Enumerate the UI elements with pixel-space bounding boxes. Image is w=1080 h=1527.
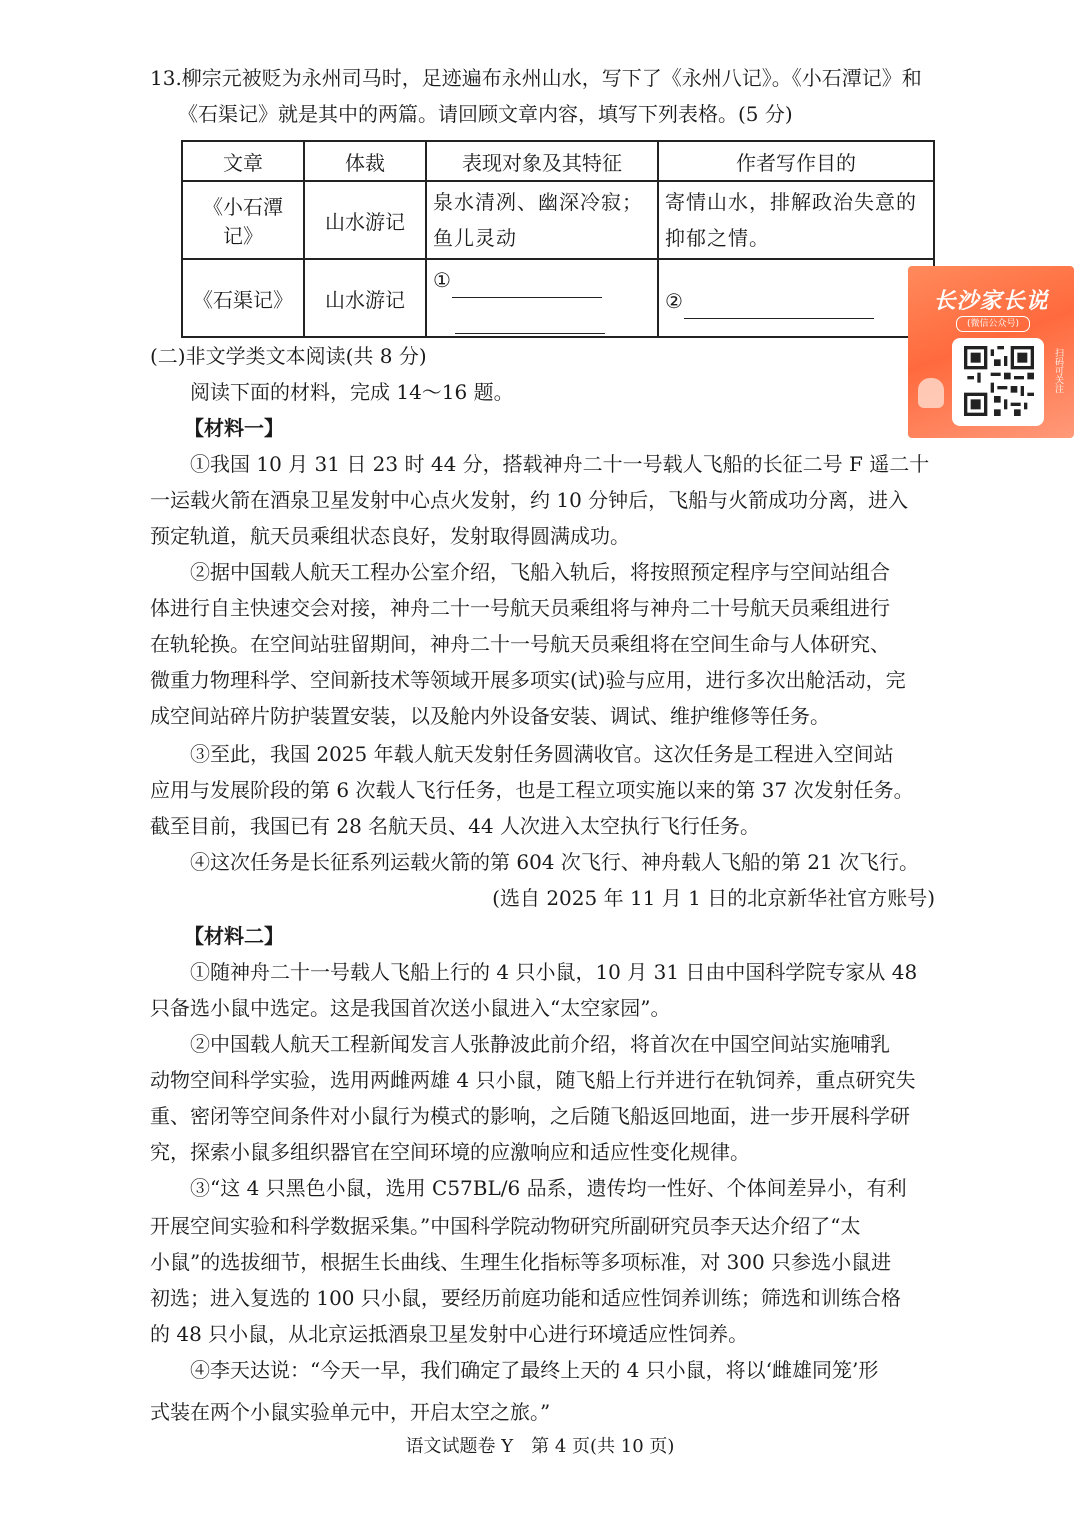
cell-answer-2[interactable] — [658, 259, 934, 337]
paragraph-line: 的 48 只小鼠，从北京运抵酒泉卫星发射中心进行环境适应性饲养。 — [150, 1322, 749, 1346]
page-footer: 语文试题卷 Y 第 4 页(共 10 页) — [405, 1436, 675, 1457]
paragraph-line: ①随神舟二十一号载人飞船上行的 4 只小鼠，10 月 31 日由中国科学院专家从 48 — [190, 960, 918, 984]
section-instruction: 阅读下面的材料，完成 14～16 题。 — [190, 380, 514, 404]
section-title: (二)非文学类文本阅读(共 8 分) — [150, 344, 427, 368]
cell-genre: 山水游记 — [304, 181, 426, 259]
paragraph-line: 究，探索小鼠多组织器官在空间环境的应激响应和适应性变化规律。 — [150, 1140, 750, 1164]
table-header-row — [182, 141, 934, 181]
paragraph-line: 动物空间科学实验，选用两雌两雄 4 只小鼠，随飞船上行并进行在轨饲养，重点研究失 — [150, 1068, 916, 1092]
header-article: 文章 — [182, 141, 304, 181]
q13-line1: 13.柳宗元被贬为永州司马时，足迹遍布永州山水，写下了《永州八记》。《小石潭记》和 — [150, 66, 922, 90]
blank-marker-1: ① — [433, 268, 452, 292]
paragraph-line: ④李天达说：“今天一早，我们确定了最终上天的 4 只小鼠，将以‘雌雄同笼’形 — [190, 1358, 879, 1382]
cell-genre: 山水游记 — [304, 259, 426, 337]
blank-marker-2: ② — [665, 289, 684, 313]
paragraph-line: 重、密闭等空间条件对小鼠行为模式的影响，之后随飞船返回地面，进一步开展科学研 — [150, 1104, 910, 1128]
q13-line2: 《石渠记》就是其中的两篇。请回顾文章内容，填写下列表格。(5 分) — [178, 102, 793, 126]
hand-icon — [918, 378, 944, 408]
paragraph-line: 在轨轮换。在空间站驻留期间，神舟二十一号航天员乘组将在空间生命与人体研究、 — [150, 632, 890, 656]
paragraph-line: 预定轨道，航天员乘组状态良好，发射取得圆满成功。 — [150, 524, 630, 548]
paragraph-line: ③至此，我国 2025 年载人航天发射任务圆满收官。这次任务是工程进入空间站 — [190, 742, 894, 766]
header-genre: 体裁 — [304, 141, 426, 181]
purpose-line1: 寄情山水，排解政治失意的 — [665, 190, 917, 214]
paragraph-line: 截至目前，我国已有 28 名航天员、44 人次进入太空执行飞行任务。 — [150, 814, 760, 838]
paragraph-line: 初选；进入复选的 100 只小鼠，要经历前庭功能和适应性饲养训练；筛选和训练合格 — [150, 1286, 901, 1310]
paragraph-line: 成空间站碎片防护装置安装，以及舱内外设备安装、调试、维护维修等任务。 — [150, 704, 830, 728]
table-row — [182, 259, 934, 337]
ad-title: 长沙家长说 — [933, 289, 1049, 314]
paragraph-line: 式装在两个小鼠实验单元中，开启太空之旅。” — [150, 1400, 551, 1424]
paragraph-line: 开展空间实验和科学数据采集。”中国科学院动物研究所副研究员李天达介绍了“太 — [150, 1214, 861, 1238]
features-line2: 鱼儿灵动 — [433, 226, 517, 250]
paragraph-line: 小鼠”的选拔细节，根据生长曲线、生理生化指标等多项标准，对 300 只参选小鼠进 — [150, 1250, 892, 1274]
material1-source: (选自 2025 年 11 月 1 日的北京新华社官方账号) — [492, 886, 935, 910]
table-row — [182, 181, 934, 259]
paragraph-line: ②中国载人航天工程新闻发言人张静波此前介绍，将首次在中国空间站实施哺乳 — [190, 1032, 890, 1056]
ad-side-text: 扫码可关注 — [1053, 348, 1063, 393]
paragraph-line: 只备选小鼠中选定。这是我国首次送小鼠进入“太空家园”。 — [150, 996, 671, 1020]
paragraph-line: ④这次任务是长征系列运载火箭的第 604 次飞行、神舟载人飞船的第 21 次飞行。 — [190, 850, 920, 874]
qr-code-icon[interactable] — [964, 346, 1034, 416]
paragraph-line: 微重力物理科学、空间新技术等领域开展多项实(试)验与应用，进行多次出舱活动，完 — [150, 668, 906, 692]
answer-blank-line[interactable] — [452, 275, 602, 298]
header-purpose: 作者写作目的 — [658, 141, 934, 181]
cell-purpose — [658, 181, 934, 259]
answer-blank-line[interactable] — [684, 296, 874, 319]
paragraph-line: 应用与发展阶段的第 6 次载人飞行任务，也是工程立项实施以来的第 37 次发射任务。 — [150, 778, 914, 802]
paragraph-line: 一运载火箭在酒泉卫星发射中心点火发射，约 10 分钟后，飞船与火箭成功分离，进入 — [150, 488, 909, 512]
purpose-line2: 抑郁之情。 — [665, 226, 770, 250]
wechat-qr-ad[interactable] — [908, 266, 1074, 438]
paragraph-line: ②据中国载人航天工程办公室介绍，飞船入轨后，将按照预定程序与空间站组合 — [190, 560, 890, 584]
answer-blank-line[interactable] — [455, 311, 605, 334]
material1-heading: 【材料一】 — [184, 416, 284, 440]
cell-answer-1[interactable] — [426, 259, 658, 337]
cell-features — [426, 181, 658, 259]
paragraph-line: ③“这 4 只黑色小鼠，选用 C57BL/6 品系，遗传均一性好、个体间差异小，有利 — [190, 1176, 907, 1200]
ad-subtitle: (微信公众号) — [956, 316, 1030, 332]
cell-article: 《石渠记》 — [182, 259, 304, 337]
cell-article: 《小石潭记》 — [182, 181, 304, 259]
features-line1: 泉水清冽、幽深冷寂； — [433, 190, 643, 214]
paragraph-line: 体进行自主快速交会对接，神舟二十一号航天员乘组将与神舟二十号航天员乘组进行 — [150, 596, 890, 620]
material2-heading: 【材料二】 — [184, 924, 284, 948]
header-features: 表现对象及其特征 — [426, 141, 658, 181]
answer-table — [181, 140, 935, 338]
paragraph-line: ①我国 10 月 31 日 23 时 44 分，搭载神舟二十一号载人飞船的长征二号 F 遥二十 — [190, 452, 930, 476]
